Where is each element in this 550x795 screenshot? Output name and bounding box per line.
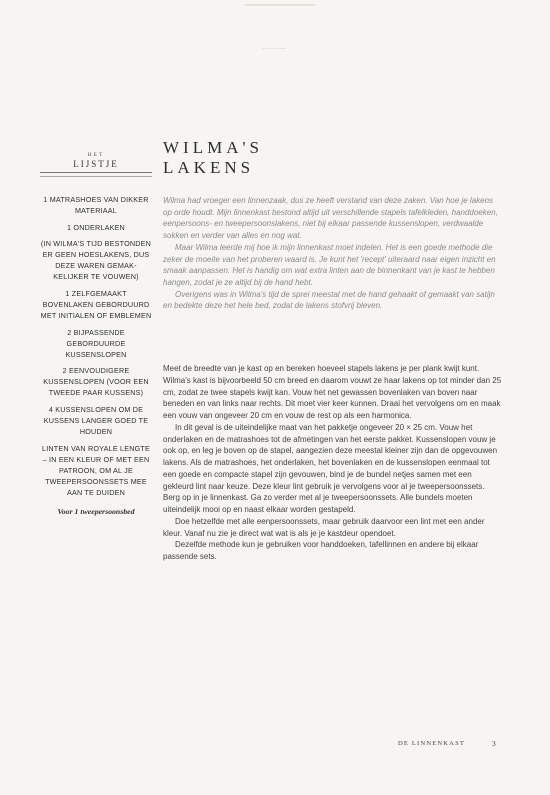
sidebar-caption: Voor 1 tweepersoonsbed [57, 506, 135, 516]
article-title [163, 138, 263, 178]
body-paragraph: Doe hetzelfde met alle eenpersoonssets, maar gebruik daarvoor een lint met een ander kleur. Vanaf nu zie je direct wat wat is als je je kastdeur opendoet. [163, 516, 485, 538]
title-line-1: WILMA'S [163, 138, 264, 157]
body-paragraph: Meet de breedte van je kast op en bereken hoeveel stapels lakens je per plank kwijt kunt. Wilma's kast is bijvoorbeeld 50 cm breed en daarom vouwt ze haar lakens op tot minder dan 25 cm, zodat ze twee stapels kwijt kan. Vouw het net gewassen bovenlaken van boven naar beneden en van links naar rechts. Dit moet vier keer kunnen. Draai het vervolgens om en maak een vouw van ongeveer 20 cm en vouw de rest op als een harmonica. [163, 364, 502, 420]
sidebar-title: LIJSTJE [73, 159, 119, 169]
list-item: LINTEN VAN ROYALE LENGTE – IN EEN KLEUR OF MET EEN PATROON, OM AL JE TWEEPERSOONSSETS MEE AAN TE DUIDEN [42, 443, 150, 497]
list-item: 1 ONDERLAKEN [67, 222, 125, 232]
list-item: 2 BIJPASSENDE GEBORDUURDE KUSSENSLOPEN [65, 327, 127, 359]
top-decoration-small [262, 48, 286, 49]
list-item: 4 KUSSENSLOPEN OM DE KUSSENS LANGER GOED TE HOUDEN [43, 404, 149, 437]
checklist-sidebar [40, 152, 152, 516]
body-text [163, 363, 503, 563]
running-footer: DE LINNENKAST [398, 740, 466, 747]
intro-text [163, 195, 503, 312]
intro-paragraph: Overigens was in Wilma's tijd de sprei meestal met de hand gehaakt of gemaakt van satijn en bedekte deze het hele bed, zodat de lakens stofvrij bleven. [163, 289, 495, 311]
intro-paragraph: Maar Wilma leerde mij hoe ik mijn linnenkast moet indelen. Het is een goede methode die zeker de moeite van het proberen waard is. Je kunt het 'recept' uiteraard naar eigen inzicht en smaak aanpassen. Het is handig om wat extra linten aan de binnenkant van je kast te hebben hangen, zodat je ze altijd bij de hand hebt. [163, 242, 496, 287]
page-number: 3 [492, 739, 496, 748]
list-item: 1 ZELFGEMAAKT BOVENLAKEN GEBORDUURD MET INITIALEN OF EMBLEMEN [40, 288, 152, 321]
top-decoration [245, 4, 315, 6]
title-line-2: LAKENS [163, 158, 255, 177]
list-item: 2 EENVOUDIGERE KUSSENSLOPEN (VOOR EEN TWEEDE PAAR KUSSENS) [43, 366, 149, 398]
intro-paragraph: Wilma had vroeger een linnenzaak, dus ze heeft verstand van deze zaken. Van hoe je lakens op orde houdt. Mijn linnenkast bestond altijd uit verschillende stapels tafelkleden, handdoeken, eenpersoons- en tweepersoonslakens, niet bij elkaar passende kussenslopen, verdwaalde sokken en verder van alles en nog wat. [163, 196, 498, 241]
body-paragraph: In dit geval is de uiteindelijke maat van het pakketje ongeveer 20 × 25 cm. Vouw het onderlaken en de matrashoes tot de afmetingen van het eerste pakket. Kussenslopen vouw je ook op, en leg je boven op de stapel, aangezien deze meestal kleiner zijn dan de opgevouwen lakens. Als de matrashoes, het onderlaken, het bovenlaken en de kussenslopen eenmaal tot een goede en compacte stapel zijn gevouwen, bind je de bundel netjes samen met een gekleurd lint naar keuze. Deze kleur lint gebruik je vervolgens voor al je tweepersoonssets. Berg op in je linnenkast. Ga zo verder met al je tweepersoonssets. Alle bundels moeten uiteindelijk mooi op en naast elkaar worden gestapeld. [163, 422, 498, 514]
list-item: (IN WILMA'S TIJD BESTONDEN ER GEEN HOESLAKENS, DUS DEZE WAREN GEMAK-KELIJKER TE VOUWEN) [40, 239, 152, 282]
sidebar-kicker: HET [87, 152, 105, 158]
sidebar-rule-thin [40, 176, 152, 177]
body-paragraph: Dezelfde methode kun je gebruiken voor handdoeken, tafellinnen en andere bij elkaar passende sets. [163, 540, 479, 561]
sidebar-rule [40, 172, 152, 173]
list-item: 1 MATRASHOES VAN DIKKER MATERIAAL [43, 195, 149, 216]
checklist [40, 194, 152, 498]
